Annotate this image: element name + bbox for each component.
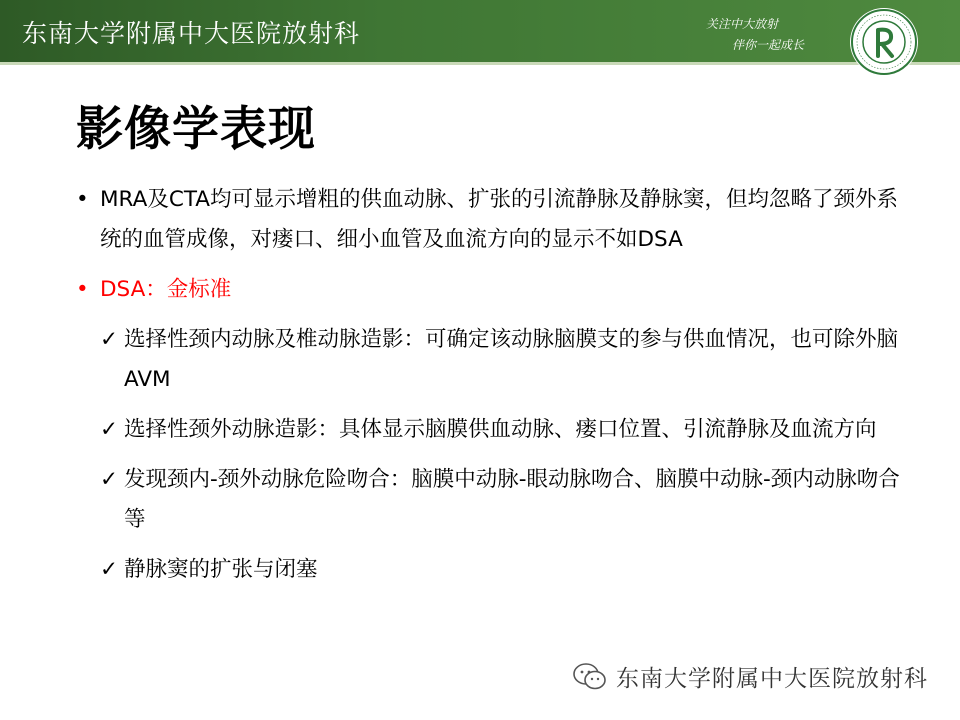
check-text: 发现颈内-颈外动脉危险吻合：脑膜中动脉-眼动脉吻合、脑膜中动脉-颈内动脉吻合等 [124,467,900,532]
watermark-text: 东南大学附属中大医院放射科 [616,666,928,692]
wechat-icon [572,662,608,692]
check-item [100,410,906,450]
bullet-dot-icon: • [76,277,89,302]
slide-body [76,180,906,590]
check-item [100,320,906,400]
watermark [572,660,928,693]
banner-divider [0,62,960,65]
institution-title: 东南大学附属中大医院放射科 [22,19,361,48]
checkmark-icon: ✓ [100,417,119,442]
bullet-item [76,180,906,260]
checkmark-icon: ✓ [100,467,119,492]
header-banner [0,0,960,62]
check-item [100,550,906,590]
bullet-dot-icon: • [76,187,89,212]
bullet-item-highlight [76,270,906,310]
check-text: 选择性颈内动脉及椎动脉造影：可确定该动脉脑膜支的参与供血情况，也可除外脑AVM [124,327,899,392]
check-text: 选择性颈外动脉造影：具体显示脑膜供血动脉、瘘口位置、引流静脉及血流方向 [124,417,877,442]
bullet-text: MRA及CTA均可显示增粗的供血动脉、扩张的引流静脉及静脉窦，但均忽略了颈外系统的血管成像，对瘘口、细小血管及血流方向的显示不如DSA [100,187,899,252]
slogan-line-1: 关注中大放射 [706,17,779,31]
checkmark-icon: ✓ [100,327,119,352]
bullet-text: DSA：金标准 [100,277,232,302]
check-text: 静脉窦的扩张与闭塞 [124,557,318,582]
slogan-line-2: 伴你一起成长 [732,38,805,52]
slide-title: 影像学表现 [76,102,316,157]
checkmark-icon: ✓ [100,557,119,582]
hospital-radiology-logo [848,6,920,78]
check-item [100,460,906,540]
